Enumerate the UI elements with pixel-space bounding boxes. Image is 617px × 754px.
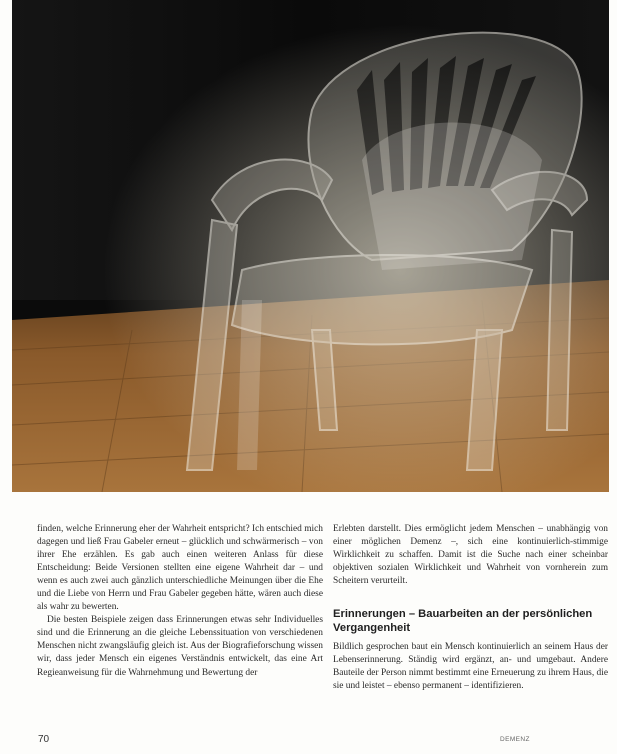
running-footer: DEMENZ — [500, 736, 530, 743]
page-number: 70 — [38, 734, 50, 745]
paragraph: finden, welche Erinnerung eher der Wahrheit entspricht? Ich entschied mich dagegen und ließ Frau Gabeler erneut – glücklich und schwärmerisch – von ihrer Ehe erzählen. Es gab auch einen weiteren Anlass für diese Entscheidung: Beide Versionen stellten eine eigene Wahrheit dar – und wenn es auch zwei auch gänzlich unterschiedliche Meinungen über die Ehe und die Liebe von Herrn und Frau Gabeler gegeben hätte, wären auch diese als wahr zu bewerten. — [37, 524, 323, 613]
paragraph: Die besten Beispiele zeigen dass Erinnerungen etwas sehr Individuelles sind und die Erinnerung an die gleiche Lebenssituation von verschiedenen Menschen nicht zwangsläufig gleich ist. Aus der Biografieforschung wissen wir, dass jeder Mensch ein eigenes Verständnis entwickelt, das eine Art Regieanweisung für die Wahrnehmung und Bewertung der — [37, 615, 323, 678]
chair-photograph — [12, 0, 609, 492]
paragraph: Erlebten darstellt. Dies ermöglicht jedem Menschen – unabhängig von einer möglichen Demenz –, sich eine kontinuierlich-stimmige Wirklichkeit zu schaffen. Damit ist die Suche nach einer scheinbar objektiven sozialen Wirklichkeit und Wahrheit von vornherein zum Scheitern verurteilt. — [333, 524, 608, 587]
chair-photo-graphic — [12, 0, 609, 492]
text-column-left — [37, 523, 323, 680]
section-heading: Erinnerungen – Bauarbeiten an der persönlichen Vergangenheit — [333, 608, 593, 634]
text-column-right — [333, 523, 608, 693]
paragraph: Bildlich gesprochen baut ein Mensch kontinuierlich an seinem Haus der Lebenserinnerung. Ständig wird ergänzt, an- und umgebaut. Andere Bauteile der Person nimmt bestimmt eine Erneuerung zu ihrem Haus, die sie und leistet – ebenso permanent – identifizieren. — [333, 642, 608, 692]
